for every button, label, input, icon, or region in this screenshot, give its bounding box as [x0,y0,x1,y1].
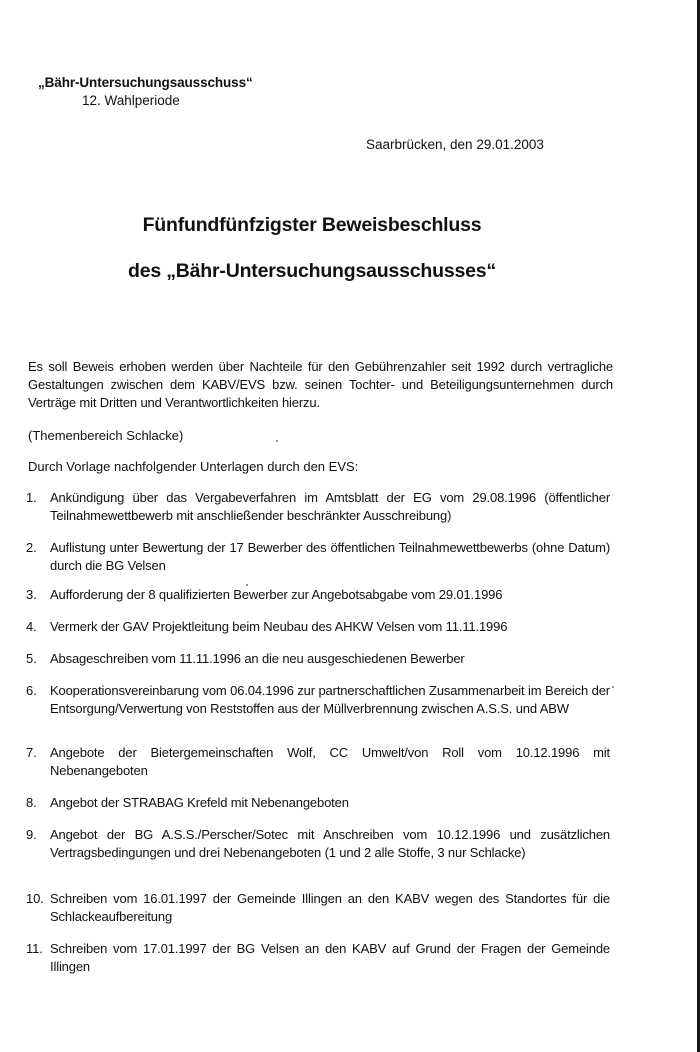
list-item-number: 2. [26,540,37,555]
list-item [26,618,610,636]
lead-sentence: Durch Vorlage nachfolgender Unterlagen durch den EVS: [28,459,359,474]
list-item-number: 1. [26,490,37,505]
document-title: Fünfundfünfzigster Beweisbeschluss [142,214,482,236]
list-item-text: Angebote der Bietergemeinschaften Wolf, CC Umwelt/von Roll vom 10.12.1996 mit Nebenangeboten [50,745,610,778]
list-item-number: 3. [26,587,37,602]
list-item-text: Aufforderung der 8 qualifizierten Bewerber zur Angebotsabgabe vom 29.01.1996 [50,587,503,602]
list-item [26,489,610,524]
scan-speck [246,584,248,586]
topic-area: (Themenbereich Schlacke) [28,428,184,443]
list-item-text: Angebot der STRABAG Krefeld mit Nebenangeboten [50,795,349,810]
list-item-text: Absageschreiben vom 11.11.1996 an die neu ausgeschiedenen Bewerber [50,651,465,666]
list-item-number: 5. [26,651,37,666]
list-item-number: 11. [26,941,43,956]
place-and-date: Saarbrücken, den 29.01.2003 [366,137,544,152]
list-item-number: 7. [26,745,37,760]
list-item [26,940,610,975]
scan-speck [612,686,614,688]
list-item [26,586,610,604]
legislative-period: 12. Wahlperiode [82,93,180,108]
list-item-number: 10. [26,891,44,906]
list-item-number: 4. [26,619,37,634]
list-item-text: Angebot der BG A.S.S./Perscher/Sotec mit Anschreiben vom 10.12.1996 und zusätzlichen Vertragsbedingungen und drei Nebenangeboten (1 und 2 alle Stoffe, 3 nur Schlacke) [50,827,610,860]
list-item [26,890,610,925]
list-item-text: Kooperationsvereinbarung vom 06.04.1996 zur partnerschaftlichen Zusammenarbeit im Bereich der Entsorgung/Verwertung von Reststoffen aus der Müllverbrennung zwischen A.S.S. und ABW [50,683,610,716]
list-item [26,539,610,574]
list-item-number: 9. [26,827,37,842]
list-item-text: Ankündigung über das Vergabeverfahren im Amtsblatt der EG vom 29.08.1996 (öffentlicher Teilnahmewettbewerb mit anschließender beschränkter Ausschreibung) [50,490,610,523]
committee-name: „Bähr-Untersuchungsausschuss“ [38,75,253,90]
scan-speck [276,440,278,442]
list-item [26,826,610,861]
intro-paragraph: Es soll Beweis erhoben werden über Nachteile für den Gebührenzahler seit 1992 durch vertragliche Gestaltungen zwischen dem KABV/EVS bzw. seinen Tochter- und Beteiligungsunternehmen durch Verträge mit Dritten und Verantwortlichkeiten hierzu. [28,359,613,410]
list-item [26,650,610,668]
list-item-text: Vermerk der GAV Projektleitung beim Neubau des AHKW Velsen vom 11.11.1996 [50,619,508,634]
list-item [26,794,610,812]
document-subtitle: des „Bähr-Untersuchungsausschusses“ [128,260,496,282]
list-item [26,744,610,779]
list-item-number: 6. [26,683,37,698]
list-item-number: 8. [26,795,37,810]
list-item [26,682,610,717]
list-item-text: Schreiben vom 16.01.1997 der Gemeinde Illingen an den KABV wegen des Standortes für die Schlackeaufbereitung [50,891,610,924]
list-item-text: Auflistung unter Bewertung der 17 Bewerber des öffentlichen Teilnahmewettbewerbs (ohne Datum) durch die BG Velsen [50,540,610,573]
list-item-text: Schreiben vom 17.01.1997 der BG Velsen an den KABV auf Grund der Fragen der Gemeinde Illingen [50,941,610,974]
